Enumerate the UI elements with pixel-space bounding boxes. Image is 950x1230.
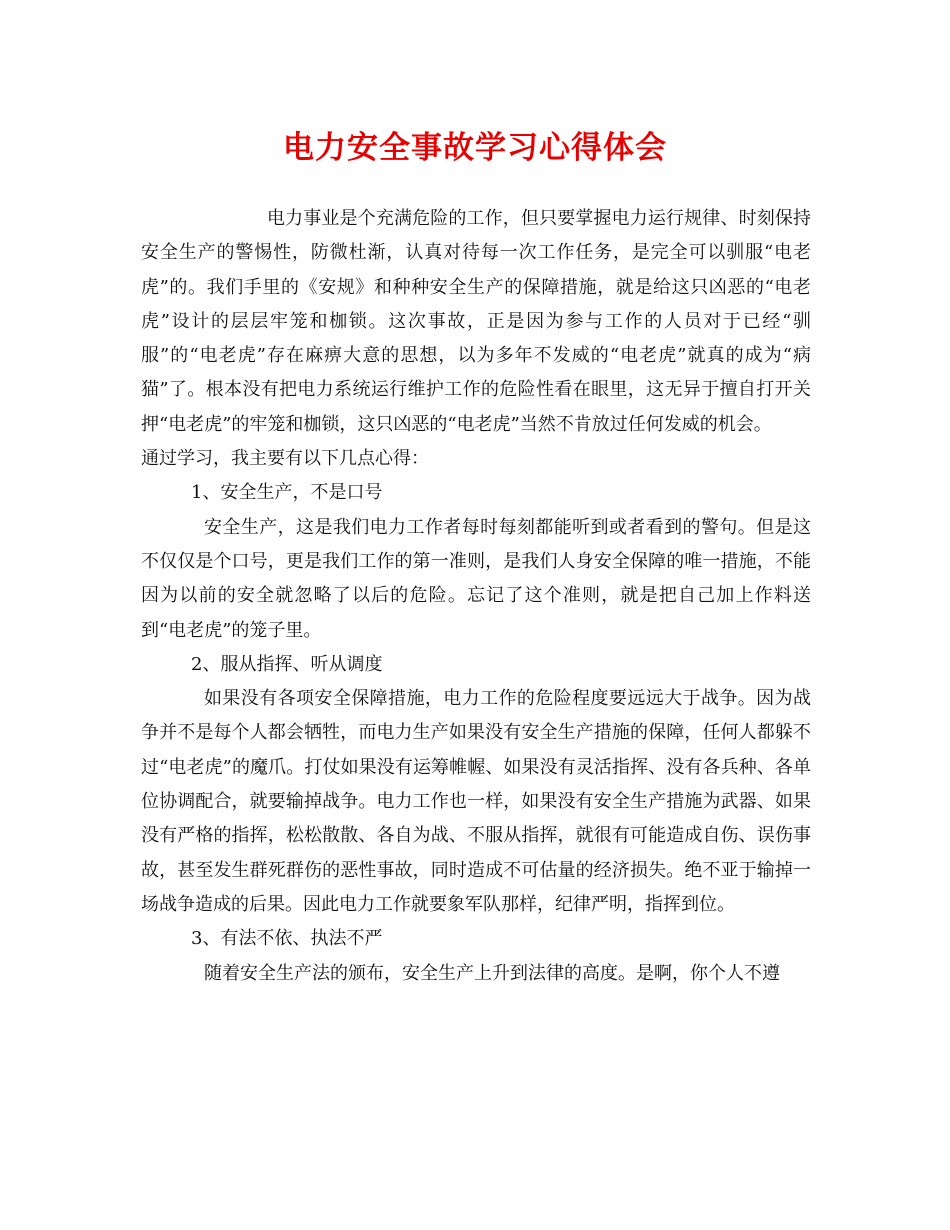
section-heading: 3、有法不依、执法不严 [191, 928, 383, 950]
intro-paragraph: 电力事业是个充满危险的工作，但只要掌握电力运行规律、时刻保持安全生产的警惕性，防微杜渐，认真对待每一次工作任务，是完全可以驯服“电老虎”的。我们手里的《安规》和种种安全生产的保障措施，就是给这只凶恶的“电老虎”设计的层层牢笼和枷锁。这次事故，正是因为参与工作的人员对于已经“驯服”的“电老虎”存在麻痹大意的思想，以为多年不发威的“电老虎”就真的成为“病猫”了。根本没有把电力系统运行维护工作的危险性看在眼里，这无异于擅自打开关押“电老虎”的牢笼和枷锁，这只凶恶的“电老虎”当然不肯放过任何发威的机会。 [141, 208, 811, 435]
section-paragraph: 随着安全生产法的颁布，安全生产上升到法律的高度。是啊，你个人不遵 [204, 962, 780, 984]
section-paragraph: 如果没有各项安全保障措施，电力工作的危险程度要远远大于战争。因为战争并不是每个人都会牺牲，而电力生产如果没有安全生产措施的保障，任何人都躲不过“电老虎”的魔爪。打仗如果没有运筹帷幄、如果没有灵活指挥、没有各兵种、各单位协调配合，就要输掉战争。电力工作也一样，如果没有安全生产措施为武器、如果没有严格的指挥，松松散散、各自为战、不服从指挥，就很有可能造成自伤、误伤事故，甚至发生群死群伤的恶性事故，同时造成不可估量的经济损失。绝不亚于输掉一场战争造成的后果。因此电力工作就要象军队那样，纪律严明，指挥到位。 [141, 688, 811, 915]
section-heading: 2、服从指挥、听从调度 [191, 653, 383, 675]
lead-paragraph: 通过学习，我主要有以下几点心得： [141, 448, 429, 470]
document-body [141, 202, 811, 991]
section-paragraph: 安全生产，这是我们电力工作者每时每刻都能听到或者看到的警句。但是这不仅仅是个口号，更是我们工作的第一准则，是我们人身安全保障的唯一措施，不能因为以前的安全就忽略了以后的危险。忘记了这个准则，就是把自己加上作料送到“电老虎”的笼子里。 [141, 516, 811, 641]
document-title: 电力安全事故学习心得体会 [283, 130, 667, 166]
section-heading: 1、安全生产，不是口号 [191, 482, 383, 504]
